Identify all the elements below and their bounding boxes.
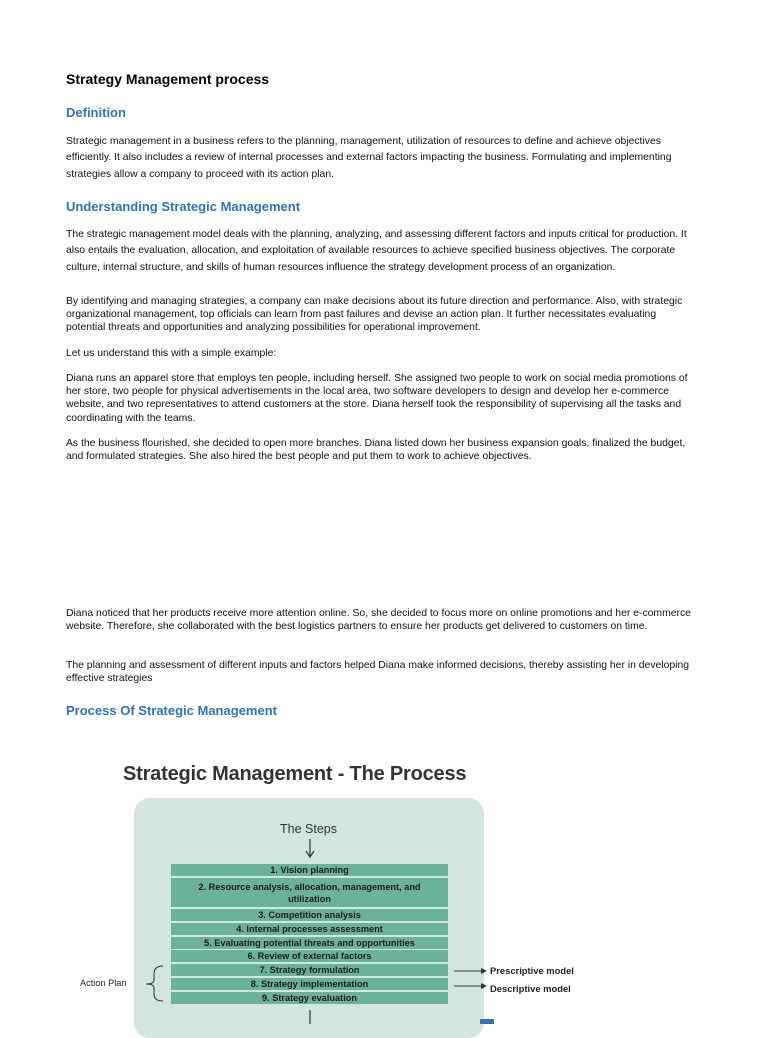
understanding-heading: Understanding Strategic Management [66, 199, 301, 214]
example-paragraph-2: As the business flourished, she decided to open more branches. Diana listed down her business expansion goals, finalized the budget, and formulated strategies. She also hired the best people and put them to work to achieve objectives. [66, 438, 686, 463]
step-5: 5. Evaluating potential threats and opportunities [171, 937, 448, 949]
diagram-steps-label: The Steps [280, 822, 337, 836]
page-title: Strategy Management process [66, 71, 270, 87]
definition-heading: Definition [66, 105, 126, 120]
definition-paragraph: Strategic management in a business refers to the planning, management, utilization of resources to define and achieve objectives efficiently. It also includes a review of internal processes and external factors impacting the business. Formulating and implementing strategies allow a company to proceed with its action plan. [66, 136, 672, 180]
step-6: 6. Review of external factors [171, 950, 448, 962]
prescriptive-model-label: Prescriptive model [490, 965, 574, 976]
understanding-paragraph-1: The strategic management model deals with the planning, analyzing, and assessing different factors and inputs critical for production. It also entails the evaluation, allocation, and exploitation of available resources to achieve specified business objectives. The corporate culture, internal structure, and skills of human resources influence the strategy development process of an organization. [66, 229, 687, 273]
understanding-paragraph-2: By identifying and managing strategies, a company can make decisions about its future direction and performance. Also, with strategic organizational management, top officials can learn from past failures and devise an action plan. It further necessitates evaluating potential threats and opportunities and analyzing possibilities for operational improvement. [66, 296, 683, 334]
example-paragraph-1: Diana runs an apparel store that employs ten people, including herself. She assigned two people to work on social media promotions of her store, two people for physical advertisements in the local area, two software developers to design and develop her e-commerce website, and two representatives to attend customers at the store. Diana herself took the responsibility of supervising all the tasks and coordinating with the teams. [66, 373, 688, 424]
example-paragraph-3: Diana noticed that her products receive more attention online. So, she decided to focus more on online promotions and her e-commerce website. Therefore, she collaborated with the best logistics partners to ensure her products get delivered to customers on time. [66, 608, 691, 633]
step-2: 2. Resource analysis, allocation, management, and utilization [171, 878, 448, 907]
step-4: 4. Internal processes assessment [171, 923, 448, 935]
step-9: 9. Strategy evaluation [171, 992, 448, 1004]
descriptive-model-label: Descriptive model [490, 983, 571, 994]
process-heading: Process Of Strategic Management [66, 703, 277, 718]
descriptive-arrowhead-icon [481, 983, 487, 989]
prescriptive-arrowhead-icon [481, 968, 487, 974]
diagram-title: Strategic Management - The Process [123, 763, 467, 785]
action-plan-label: Action Plan [80, 978, 127, 988]
brace-icon [146, 966, 163, 1001]
step-3: 3. Competition analysis [171, 909, 448, 921]
example-paragraph-4: The planning and assessment of different inputs and factors helped Diana make informed decisions, thereby assisting her in developing effective strategies [66, 660, 690, 685]
step-7: 7. Strategy formulation [171, 964, 448, 976]
step-8: 8. Strategy implementation [171, 978, 448, 990]
step-1: 1. Vision planning [171, 864, 448, 876]
offscreen-marker [480, 1019, 494, 1024]
understanding-paragraph-3: Let us understand this with a simple example: [66, 348, 277, 359]
